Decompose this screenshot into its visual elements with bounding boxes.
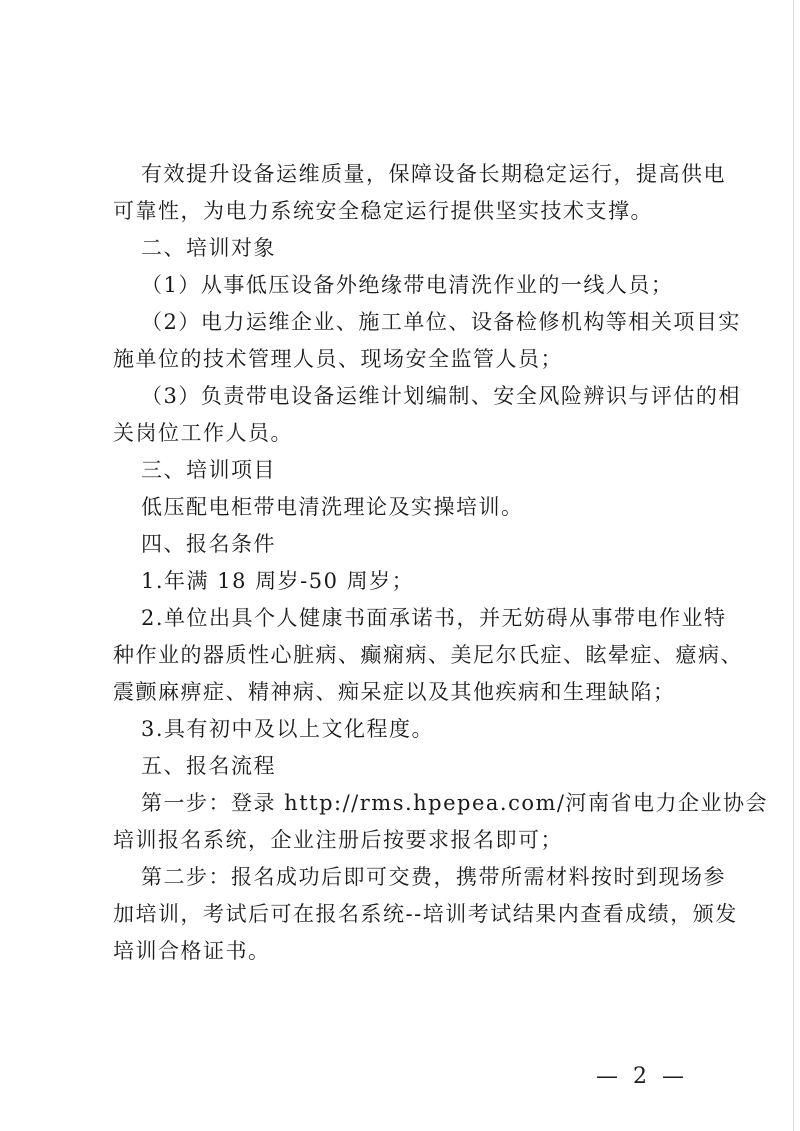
body-line: 培训报名系统，企业注册后按要求报名即可； — [113, 828, 563, 852]
body-line: 3.具有初中及以上文化程度。 — [141, 717, 435, 741]
section-heading-registration-conditions: 四、报名条件 — [141, 532, 276, 556]
body-line: （2）电力运维企业、施工单位、设备检修机构等相关项目实 — [141, 310, 741, 334]
section-heading-training-project: 三、培训项目 — [141, 458, 276, 482]
scan-edge-line — [793, 0, 794, 1131]
body-line-registration-url: 第一步：登录 http://rms.hpepea.com/河南省电力企业协会 — [141, 791, 769, 815]
body-line: 1.年满 18 周岁-50 周岁； — [141, 569, 415, 593]
section-heading-training-targets: 二、培训对象 — [141, 236, 276, 260]
body-line: 第二步：报名成功后即可交费，携带所需材料按时到现场参 — [141, 865, 726, 889]
body-line: 加培训，考试后可在报名系统--培训考试结果内查看成绩，颁发 — [113, 902, 738, 926]
body-line: 培训合格证书。 — [113, 939, 271, 963]
document-body — [113, 156, 769, 970]
body-line: （1）从事低压设备外绝缘带电清洗作业的一线人员； — [141, 273, 674, 297]
body-line: 有效提升设备运维质量，保障设备长期稳定运行，提高供电 — [141, 162, 726, 186]
body-line: （3）负责带电设备运维计划编制、安全风险辨识与评估的相 — [141, 384, 741, 408]
body-line: 关岗位工作人员。 — [113, 421, 293, 445]
section-heading-registration-process: 五、报名流程 — [141, 754, 276, 778]
page-number: — 2 — — [596, 1064, 688, 1089]
body-line: 施单位的技术管理人员、现场安全监管人员； — [113, 347, 563, 371]
body-line: 可靠性，为电力系统安全稳定运行提供坚实技术支撑。 — [113, 199, 653, 223]
body-line: 2.单位出具个人健康书面承诺书，并无妨碍从事带电作业特 — [141, 606, 727, 630]
body-line: 低压配电柜带电清洗理论及实操培训。 — [141, 495, 524, 519]
body-line: 种作业的器质性心脏病、癫痫病、美尼尔氏症、眩晕症、癔病、 — [113, 643, 743, 667]
body-line: 震颤麻痹症、精神病、痴呆症以及其他疾病和生理缺陷； — [113, 680, 676, 704]
